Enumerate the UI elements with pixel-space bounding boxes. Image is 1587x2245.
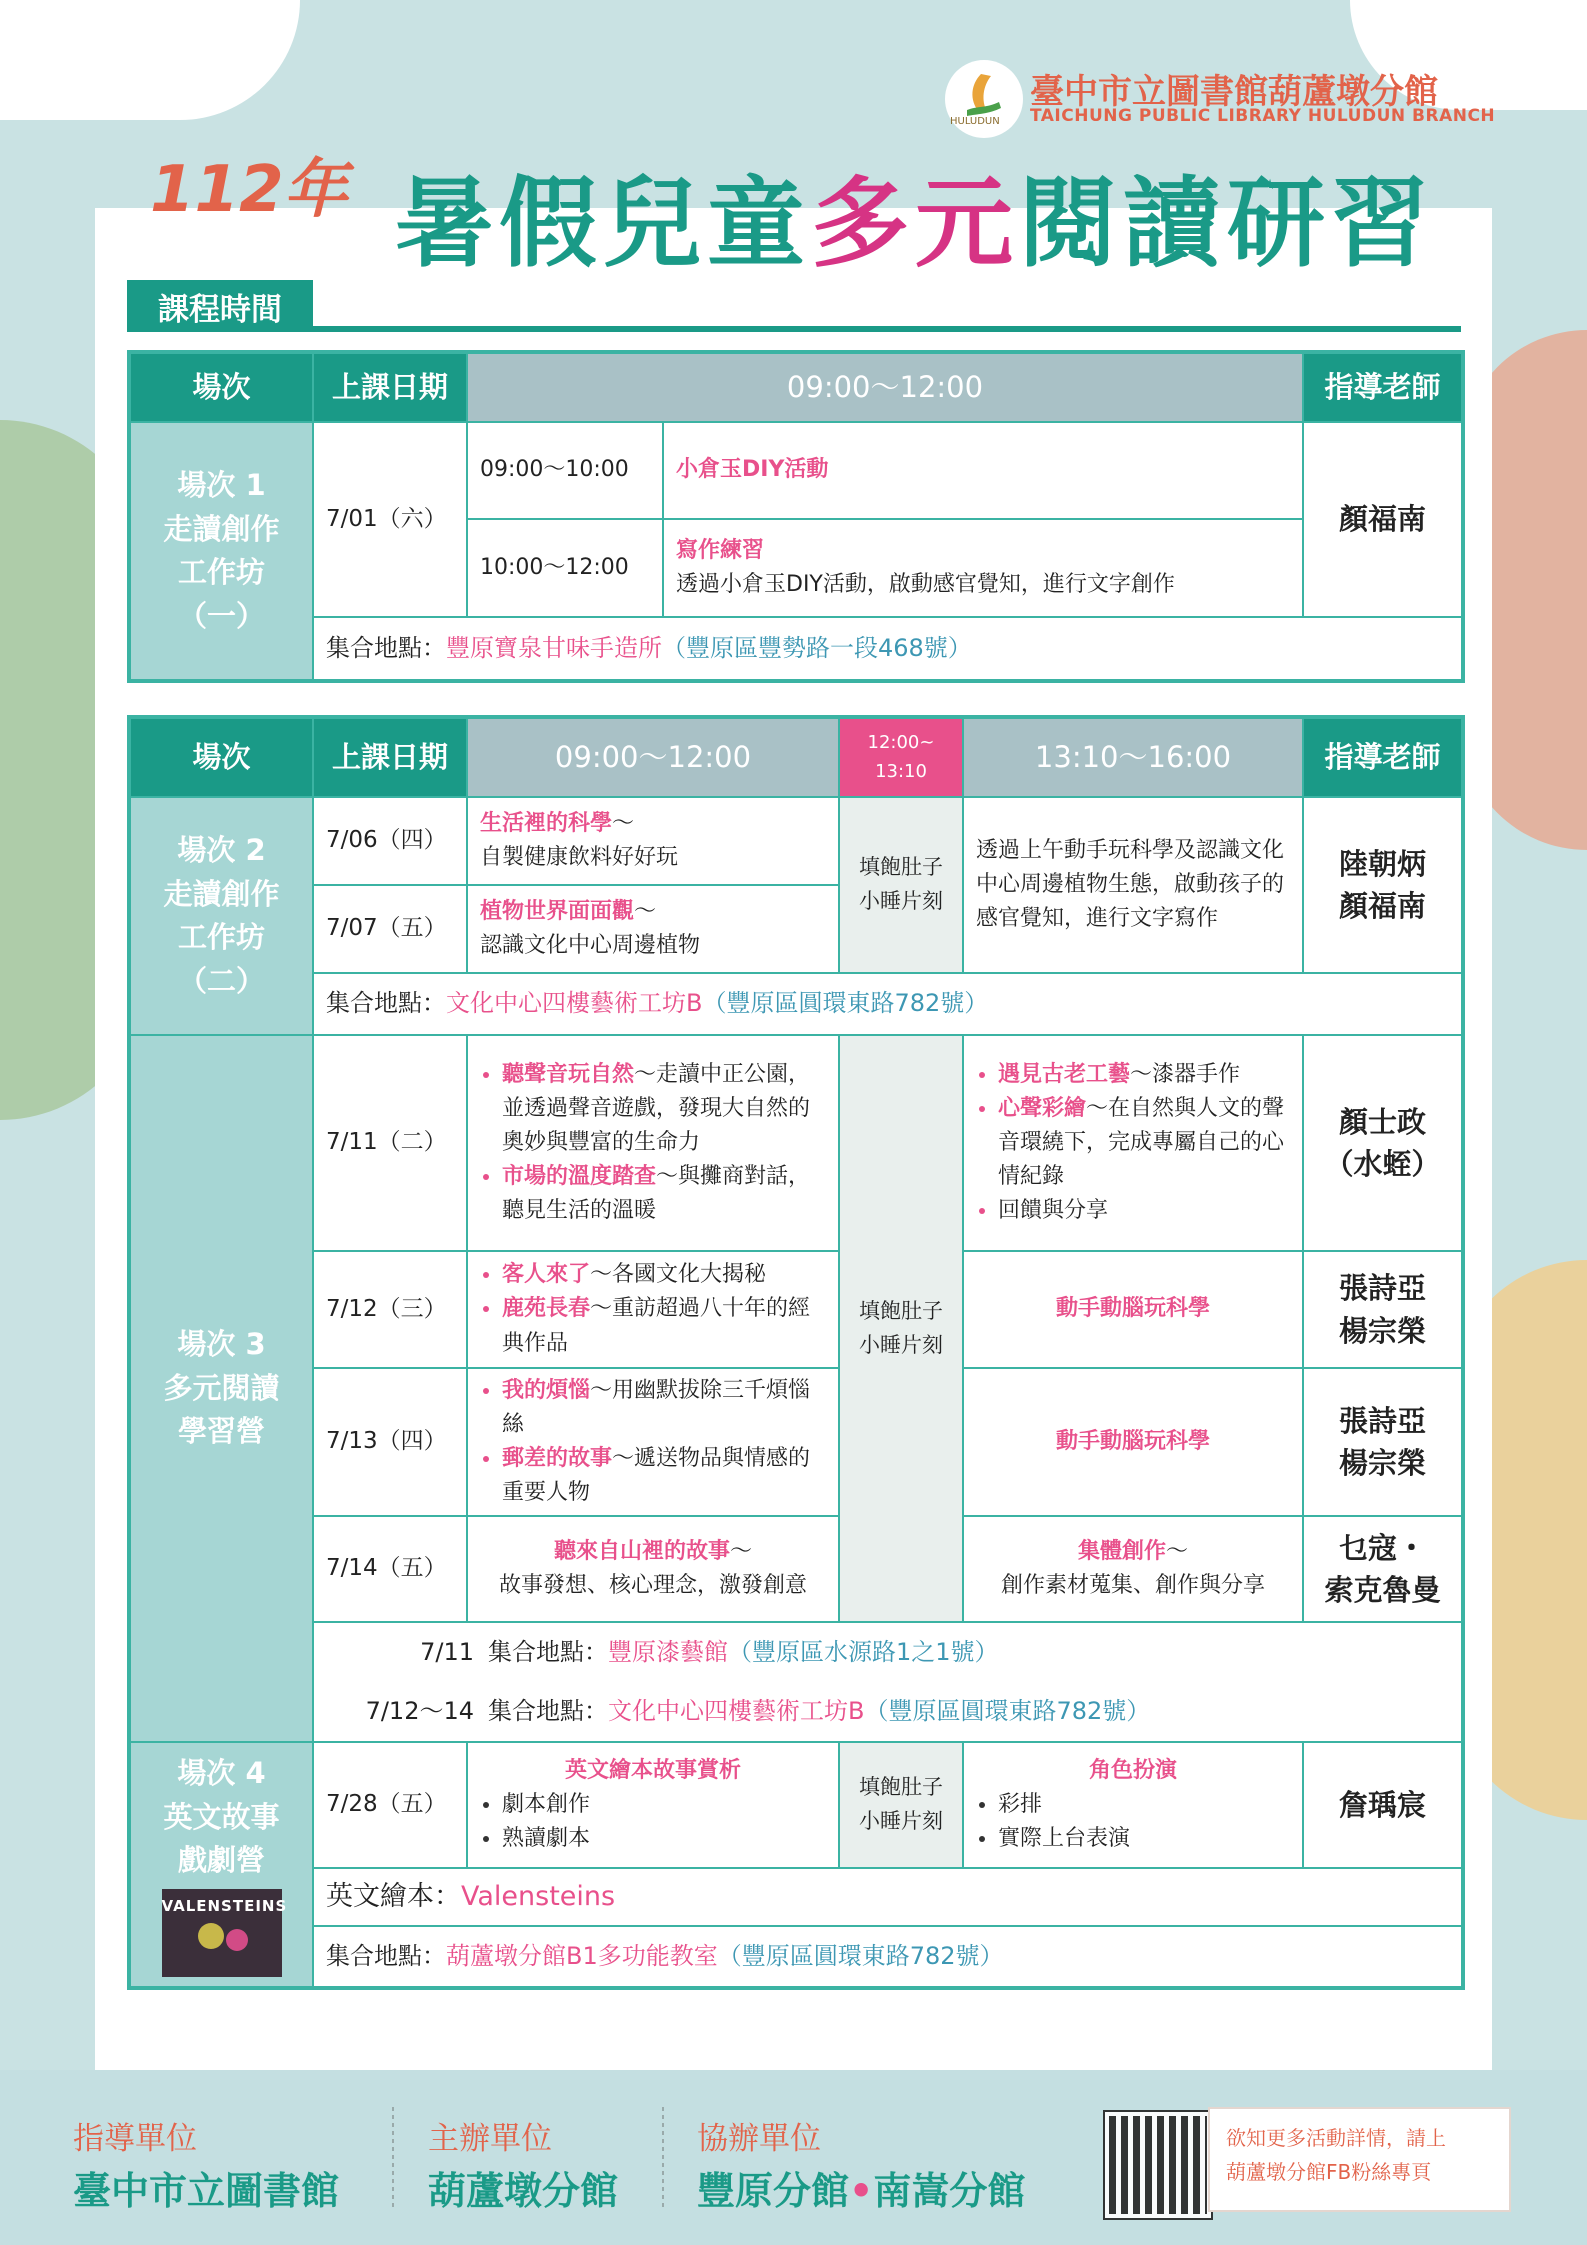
- guide-unit-value: 臺中市立圖書館: [73, 2169, 340, 2213]
- session-3-label: 場次 3 多元閱讀 學習營: [129, 1035, 313, 1742]
- page-title: 暑假兒童多元閱讀研習: [395, 167, 1436, 281]
- afternoon-activity: 透過上午動手玩科學及認識文化中心周邊植物生態，啟動孩子的感官覺知，進行文字寫作: [963, 797, 1303, 973]
- morning-activity: 生活裡的科學～ 自製健康飲料好好玩: [467, 797, 839, 885]
- co-unit-value: 豐原分館•南嵩分館: [697, 2169, 1026, 2213]
- lunch-break: 填飽肚子 小睡片刻: [839, 1742, 963, 1868]
- header-lunch: 12:00~ 13:10: [839, 717, 963, 797]
- slot-time: 10:00～12:00: [467, 519, 663, 617]
- teacher-names: 乜寇・ 索克魯曼: [1303, 1516, 1463, 1622]
- slot-detail: 寫作練習 透過小倉玉DIY活動，啟動感官覺知，進行文字創作: [663, 519, 1303, 617]
- teacher-names: 顏士政 （水蛭）: [1303, 1035, 1463, 1251]
- teacher-names: 張詩亞 楊宗榮: [1303, 1251, 1463, 1368]
- afternoon-activity: 動手動腦玩科學: [963, 1251, 1303, 1368]
- location-row: 7/11 集合地點：豐原漆藝館（豐原區水源路1之1號）: [313, 1622, 1463, 1682]
- divider: [392, 2107, 394, 2207]
- morning-activity: 英文繪本故事賞析 • 劇本創作 • 熟讀劇本: [467, 1742, 839, 1868]
- location-row: 7/12～14 集合地點：文化中心四樓藝術工坊B（豐原區圓環東路782號）: [313, 1682, 1463, 1742]
- schedule-table-2: [127, 715, 1465, 1990]
- header-morning: 09:00～12:00: [467, 717, 839, 797]
- session-date: 7/14（五）: [313, 1516, 467, 1622]
- morning-activity: 聽來自山裡的故事～ 故事發想、核心理念，激發創意: [467, 1516, 839, 1622]
- library-name: 臺中市立圖書館葫蘆墩分館: [1030, 72, 1438, 112]
- book-row: 英文繪本：Valensteins: [313, 1868, 1463, 1926]
- guide-unit-label: 指導單位: [73, 2121, 197, 2157]
- header-teacher: 指導老師: [1303, 717, 1463, 797]
- afternoon-activity: 角色扮演 • 彩排 • 實際上台表演: [963, 1742, 1303, 1868]
- qr-code-icon[interactable]: [1105, 2112, 1211, 2218]
- header-afternoon: 13:10～16:00: [963, 717, 1303, 797]
- lunch-break: 填飽肚子 小睡片刻: [839, 797, 963, 973]
- library-name-en: TAICHUNG PUBLIC LIBRARY HULUDUN BRANCH: [1030, 106, 1496, 126]
- slot-title: 小倉玉DIY活動: [663, 422, 1303, 519]
- header-session: 場次: [129, 717, 313, 797]
- fb-info-box: 欲知更多活動詳情，請上 葫蘆墩分館FB粉絲專頁: [1208, 2107, 1511, 2212]
- session-date: 7/11（二）: [313, 1035, 467, 1251]
- session-date: 7/28（五）: [313, 1742, 467, 1868]
- session-date: 7/07（五）: [313, 885, 467, 973]
- morning-activity: 植物世界面面觀～ 認識文化中心周邊植物: [467, 885, 839, 973]
- header-teacher: 指導老師: [1303, 352, 1463, 422]
- header-session: 場次: [129, 352, 313, 422]
- morning-activity: • 客人來了～各國文化大揭秘 • 鹿苑長春～重訪超過八十年的經典作品: [467, 1251, 839, 1368]
- lunch-break: 填飽肚子 小睡片刻: [839, 1035, 963, 1622]
- section-divider: [313, 326, 1461, 332]
- teacher-names: 陸朝炳 顏福南: [1303, 797, 1463, 973]
- header-date: 上課日期: [313, 352, 467, 422]
- teacher-names: 張詩亞 楊宗榮: [1303, 1368, 1463, 1516]
- session-date: 7/12（三）: [313, 1251, 467, 1368]
- slot-time: 09:00～10:00: [467, 422, 663, 519]
- co-unit-label: 協辦單位: [697, 2121, 821, 2157]
- schedule-table-1: [127, 350, 1465, 683]
- afternoon-activity: 集體創作～ 創作素材蒐集、創作與分享: [963, 1516, 1303, 1622]
- session-date: 7/06（四）: [313, 797, 467, 885]
- session-1-label: 場次 1 走讀創作 工作坊 （一）: [129, 422, 313, 681]
- teacher-name: 顏福南: [1303, 422, 1463, 617]
- logo-caption: HULUDUN: [950, 116, 1000, 127]
- afternoon-activity: • 遇見古老工藝～漆器手作 • 心聲彩繪～在自然與人文的聲音環繞下，完成專屬自己的心情紀錄 • 回饋與分享: [963, 1035, 1303, 1251]
- session-date: 7/01（六）: [313, 422, 467, 617]
- header-date: 上課日期: [313, 717, 467, 797]
- morning-activity: • 我的煩惱～用幽默拔除三千煩惱絲 • 郵差的故事～遞送物品與情感的重要人物: [467, 1368, 839, 1516]
- teacher-name: 詹瑀宸: [1303, 1742, 1463, 1868]
- divider: [662, 2107, 664, 2207]
- host-unit-label: 主辦單位: [428, 2121, 552, 2157]
- session-2-label: 場次 2 走讀創作 工作坊 （二）: [129, 797, 313, 1035]
- host-unit-value: 葫蘆墩分館: [428, 2169, 619, 2213]
- location-row: 集合地點：葫蘆墩分館B1多功能教室（豐原區圓環東路782號）: [313, 1926, 1463, 1988]
- header-time: 09:00～12:00: [467, 352, 1303, 422]
- afternoon-activity: 動手動腦玩科學: [963, 1368, 1303, 1516]
- session-4-label: 場次 4 英文故事 戲劇營 VALENSTEINS: [129, 1742, 313, 1988]
- location-row: 集合地點：文化中心四樓藝術工坊B（豐原區圓環東路782號）: [313, 973, 1463, 1035]
- section-label: 課程時間: [127, 280, 313, 332]
- location-row: 集合地點：豐原寶泉甘味手造所（豐原區豐勢路一段468號）: [313, 617, 1463, 681]
- morning-activity: • 聽聲音玩自然～走讀中正公園，並透過聲音遊戲，發現大自然的奧妙與豐富的生命力 • 市場的溫度踏查～與攤商對話，聽見生活的溫暖: [467, 1035, 839, 1251]
- book-cover-image: VALENSTEINS: [162, 1889, 282, 1977]
- cloud-decoration: [0, 0, 300, 120]
- event-year: 112年: [150, 153, 348, 227]
- session-date: 7/13（四）: [313, 1368, 467, 1516]
